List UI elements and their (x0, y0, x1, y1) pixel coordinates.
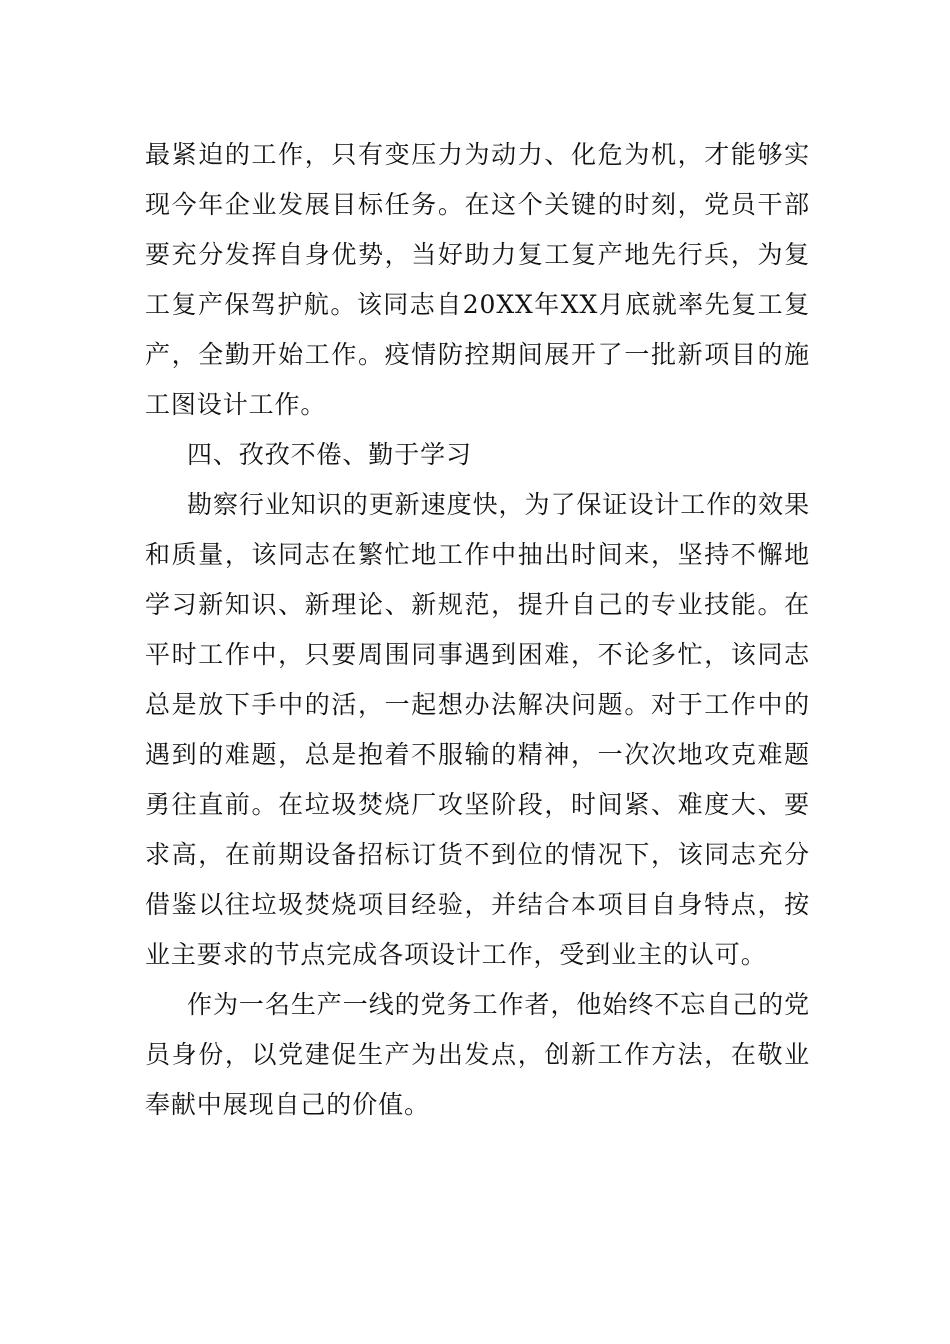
paragraph-conclusion: 作为一名生产一线的党务工作者，他始终不忘自己的党员身份，以党建促生产为出发点，创新工作方法，在敬业奉献中展现自己的价值。 (145, 990, 810, 1119)
document-body (145, 130, 810, 1130)
section-heading: 四、孜孜不倦、勤于学习 (187, 440, 472, 469)
paragraph-learning: 勘察行业知识的更新速度快，为了保证设计工作的效果和质量，该同志在繁忙地工作中抽出时间来，坚持不懈地学习新知识、新理论、新规范，提升自己的专业技能。在平时工作中，只要周围同事遇到困难，不论多忙，该同志总是放下手中的活，一起想办法解决问题。对于工作中的遇到的难题，总是抱着不服输的精神，一次次地攻克难题勇往直前。在垃圾焚烧厂攻坚阶段，时间紧、难度大、要求高，在前期设备招标订货不到位的情况下，该同志充分借鉴以往垃圾焚烧项目经验，并结合本项目自身特点，按业主要求的节点完成各项设计工作，受到业主的认可。 (145, 490, 810, 969)
paragraph-continuation: 最紧迫的工作，只有变压力为动力、化危为机，才能够实现今年企业发展目标任务。在这个关键的时刻，党员干部要充分发挥自身优势，当好助力复工复产地先行兵，为复工复产保驾护航。该同志自20XX年XX月底就率先复工复产，全勤开始工作。疫情防控期间展开了一批新项目的施工图设计工作。 (145, 140, 810, 419)
